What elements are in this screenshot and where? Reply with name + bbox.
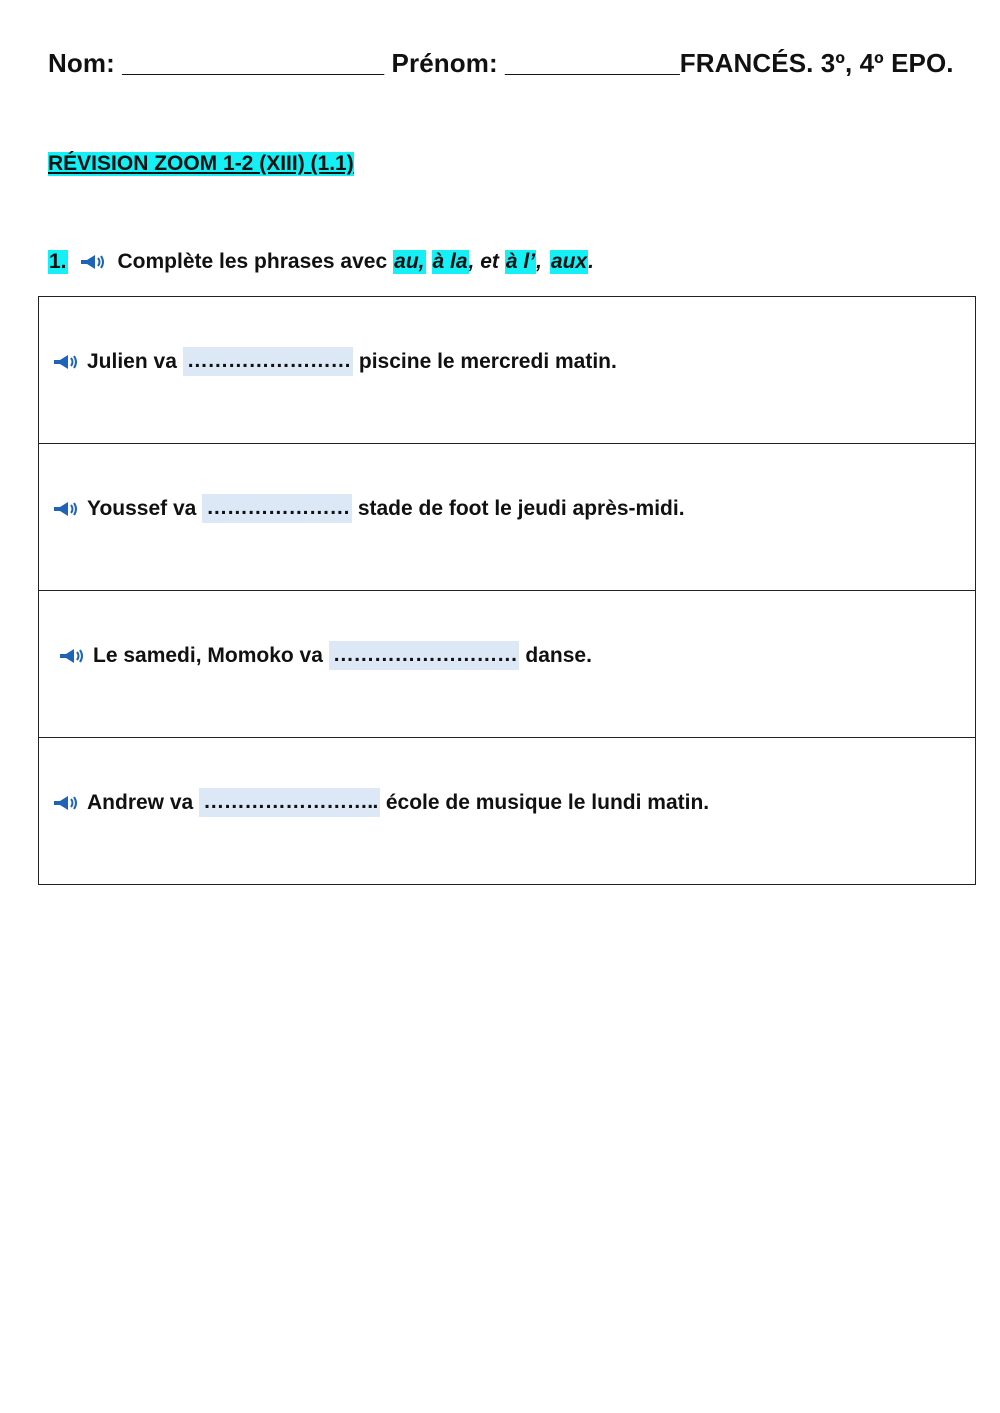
sentence-1 bbox=[53, 347, 975, 376]
exercise-cell bbox=[39, 591, 976, 738]
sentence-before: Youssef va bbox=[87, 496, 197, 520]
sentence-after: stade de foot le jeudi après-midi. bbox=[357, 496, 685, 520]
option-aux: aux bbox=[550, 250, 588, 273]
sentence-before: Julien va bbox=[87, 349, 177, 373]
answer-blank[interactable]: …………………….. bbox=[199, 788, 380, 817]
sentence-2 bbox=[53, 494, 975, 523]
sentence-4 bbox=[53, 788, 975, 817]
sentence-after: piscine le mercredi matin. bbox=[358, 349, 617, 373]
exercise-row bbox=[39, 297, 976, 444]
exercise-cell bbox=[39, 444, 976, 591]
answer-blank[interactable]: …………………… bbox=[183, 347, 353, 376]
option-au: au, bbox=[394, 250, 425, 273]
sentence-after: danse. bbox=[525, 643, 592, 667]
speaker-icon[interactable] bbox=[80, 253, 106, 271]
exercise-row bbox=[39, 444, 976, 591]
speaker-icon[interactable] bbox=[59, 647, 85, 665]
exercise-row bbox=[39, 738, 976, 885]
exercise-table bbox=[38, 296, 976, 885]
separator-et: , et bbox=[468, 250, 499, 273]
sentence-before: Andrew va bbox=[87, 790, 194, 814]
exercise-cell bbox=[39, 738, 976, 885]
exercise-cell bbox=[39, 297, 976, 444]
worksheet-title: RÉVISION ZOOM 1-2 (XIII) (1.1) bbox=[48, 152, 354, 175]
sentence-3 bbox=[59, 641, 975, 670]
option-a-la: à la bbox=[432, 250, 468, 273]
exercise-instruction bbox=[48, 250, 594, 274]
exercise-number: 1. bbox=[49, 250, 67, 273]
instruction-lead: Complète les phrases avec bbox=[117, 250, 388, 273]
separator-comma: , bbox=[536, 250, 542, 273]
answer-blank[interactable]: ………………… bbox=[202, 494, 352, 523]
speaker-icon[interactable] bbox=[53, 353, 79, 371]
speaker-icon[interactable] bbox=[53, 794, 79, 812]
speaker-icon[interactable] bbox=[53, 500, 79, 518]
sentence-after: école de musique le lundi matin. bbox=[385, 790, 710, 814]
instruction-end: . bbox=[588, 250, 594, 273]
sentence-before: Le samedi, Momoko va bbox=[93, 643, 323, 667]
worksheet-header: Nom: __________________ Prénom: ____________FRANCÉS. 3º, 4º EPO. bbox=[48, 48, 954, 78]
exercise-row bbox=[39, 591, 976, 738]
answer-blank[interactable]: ……………………… bbox=[329, 641, 520, 670]
option-a-l: à l’ bbox=[505, 250, 536, 273]
